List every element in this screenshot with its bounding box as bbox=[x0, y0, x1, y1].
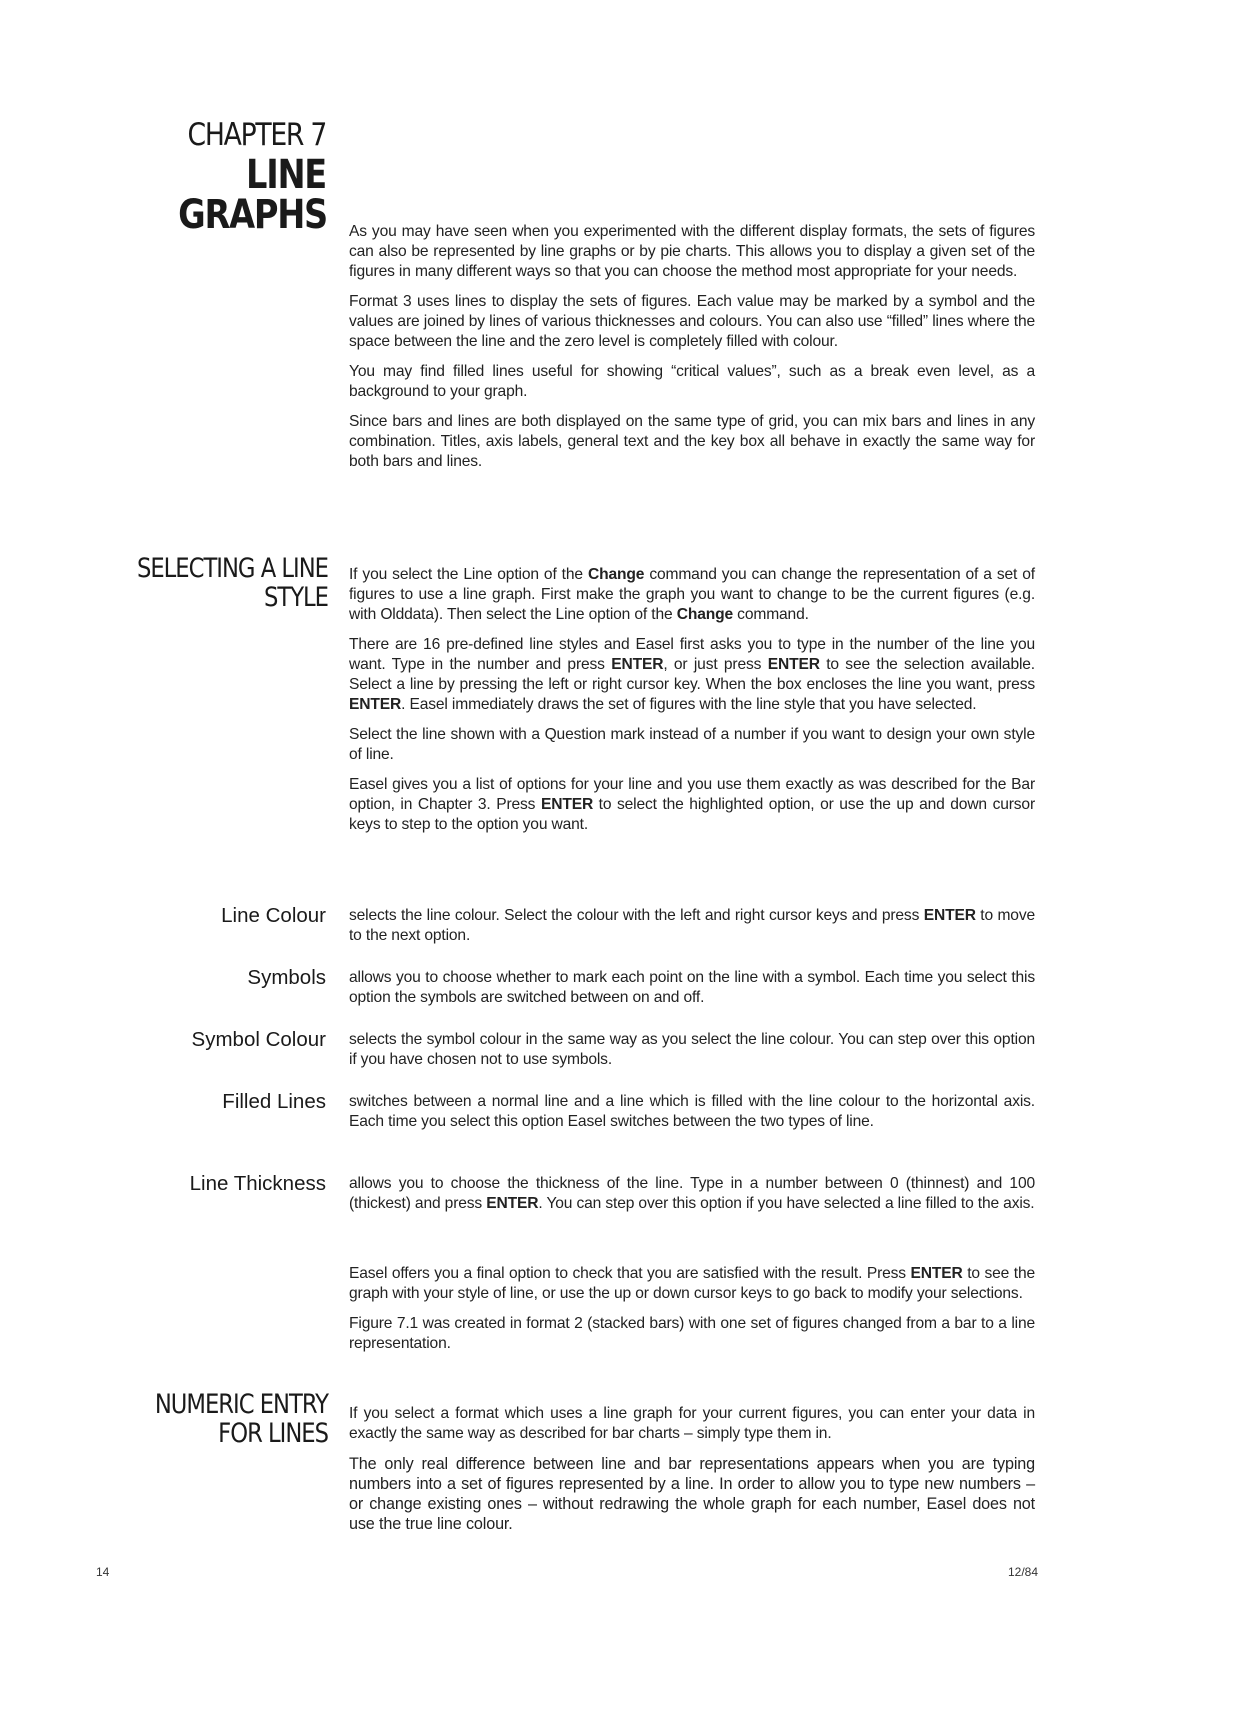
chapter-number: CHAPTER 7 bbox=[187, 117, 326, 153]
option-text-line-colour: selects the line colour. Select the colour with the left and right cursor keys and press ENTER to move to the next option. bbox=[349, 907, 1036, 944]
body-paragraph: Easel gives you a list of options for your line and you use them exactly as was described for the Bar option, in Chapter 3. Press ENTER to select the highlighted option, or use the up and down cursor keys to step to the option you want. bbox=[349, 776, 1036, 833]
footer-date: 12/84 bbox=[1008, 1565, 1039, 1579]
body-paragraph: Select the line shown with a Question mark instead of a number if you want to design your own style of line. bbox=[349, 726, 1035, 763]
option-text-symbols: allows you to choose whether to mark each point on the line with a symbol. Each time you select this option the symbols are switched between on and off. bbox=[349, 969, 1035, 1006]
chapter-title-line1: LINE bbox=[246, 152, 326, 198]
body-paragraph: Easel offers you a final option to check that you are satisfied with the result. Press ENTER to see the graph with your style of line, or use the up or down cursor keys to go back to modify your selections. bbox=[349, 1265, 1036, 1302]
chapter-title-line2: GRAPHS bbox=[178, 192, 328, 238]
after-options-section bbox=[349, 1264, 1035, 1364]
option-label-symbol-colour: Symbol Colour bbox=[191, 1028, 326, 1051]
option-text-filled-lines: switches between a normal line and a line which is filled with the line colour to the horizontal axis. Each time you select this option Easel switches between the two types of line. bbox=[349, 1093, 1035, 1130]
intro-paragraph: Format 3 uses lines to display the sets of figures. Each value may be marked by a symbol and the values are joined by lines of various thicknesses and colours. You can also use “filled” lines where the space between the line and the zero level is completely filled with colour. bbox=[349, 293, 1035, 350]
option-label-filled-lines: Filled Lines bbox=[222, 1090, 326, 1113]
option-text-line-thickness: allows you to choose the thickness of the line. Type in a number between 0 (thinnest) and 100 (thickest) and press ENTER. You can step over this option if you have selected a line filled to the axis. bbox=[349, 1175, 1035, 1212]
intro-section bbox=[349, 222, 1035, 482]
section-heading-line: NUMERIC ENTRY bbox=[154, 1389, 328, 1420]
option-label-line-thickness: Line Thickness bbox=[189, 1172, 326, 1195]
page-number: 14 bbox=[96, 1565, 110, 1579]
intro-paragraph: Since bars and lines are both displayed on the same type of grid, you can mix bars and lines in any combination. Titles, axis labels, general text and the key box all behave in exactly the same way for both bars and lines. bbox=[349, 413, 1035, 470]
selecting-section bbox=[349, 565, 1035, 845]
body-paragraph: If you select a format which uses a line graph for your current figures, you can enter your data in exactly the same way as described for bar charts – simply type them in. bbox=[349, 1405, 1035, 1442]
option-label-line-colour: Line Colour bbox=[221, 904, 326, 927]
section-heading-selecting bbox=[100, 554, 328, 612]
body-paragraph: The only real difference between line and bar representations appears when you are typing numbers into a set of figures represented by a line. In order to allow you to type new numbers – or change existing ones – without redrawing the whole graph for each number, Easel does not use the true line colour. bbox=[349, 1455, 1035, 1533]
section-heading-numeric bbox=[100, 1390, 328, 1448]
chapter-heading bbox=[150, 117, 328, 238]
option-label-symbols: Symbols bbox=[247, 966, 326, 989]
intro-paragraph: You may find filled lines useful for showing “critical values”, such as a break even level, as a background to your graph. bbox=[349, 363, 1035, 400]
section-heading-line: FOR LINES bbox=[218, 1418, 328, 1449]
section-heading-line: STYLE bbox=[263, 582, 328, 613]
body-paragraph: Figure 7.1 was created in format 2 (stacked bars) with one set of figures changed from a bar to a line representation. bbox=[349, 1315, 1035, 1352]
section-heading-line: SELECTING A LINE bbox=[136, 553, 328, 584]
option-text-symbol-colour: selects the symbol colour in the same way as you select the line colour. You can step over this option if you have chosen not to use symbols. bbox=[349, 1031, 1035, 1068]
body-paragraph: There are 16 pre-defined line styles and Easel first asks you to type in the number of the line you want. Type in the number and press ENTER, or just press ENTER to see the selection available. Select a line by pressing the left or right cursor key. When the box encloses the line you want, press ENTER. Easel immediately draws the set of figures with the line style that you have selected. bbox=[349, 636, 1035, 713]
intro-paragraph: As you may have seen when you experimented with the different display formats, the sets of figures can also be represented by line graphs or by pie charts. This allows you to display a given set of the figures in many different ways so that you can choose the method most appropriate for your needs. bbox=[349, 223, 1035, 280]
numeric-section bbox=[349, 1404, 1035, 1544]
body-paragraph: If you select the Line option of the Change command you can change the representation of a set of figures to use a line graph. First make the graph you want to change to be the current figures (e.g. with Olddata). Then select the Line option of the Change command. bbox=[349, 566, 1035, 623]
